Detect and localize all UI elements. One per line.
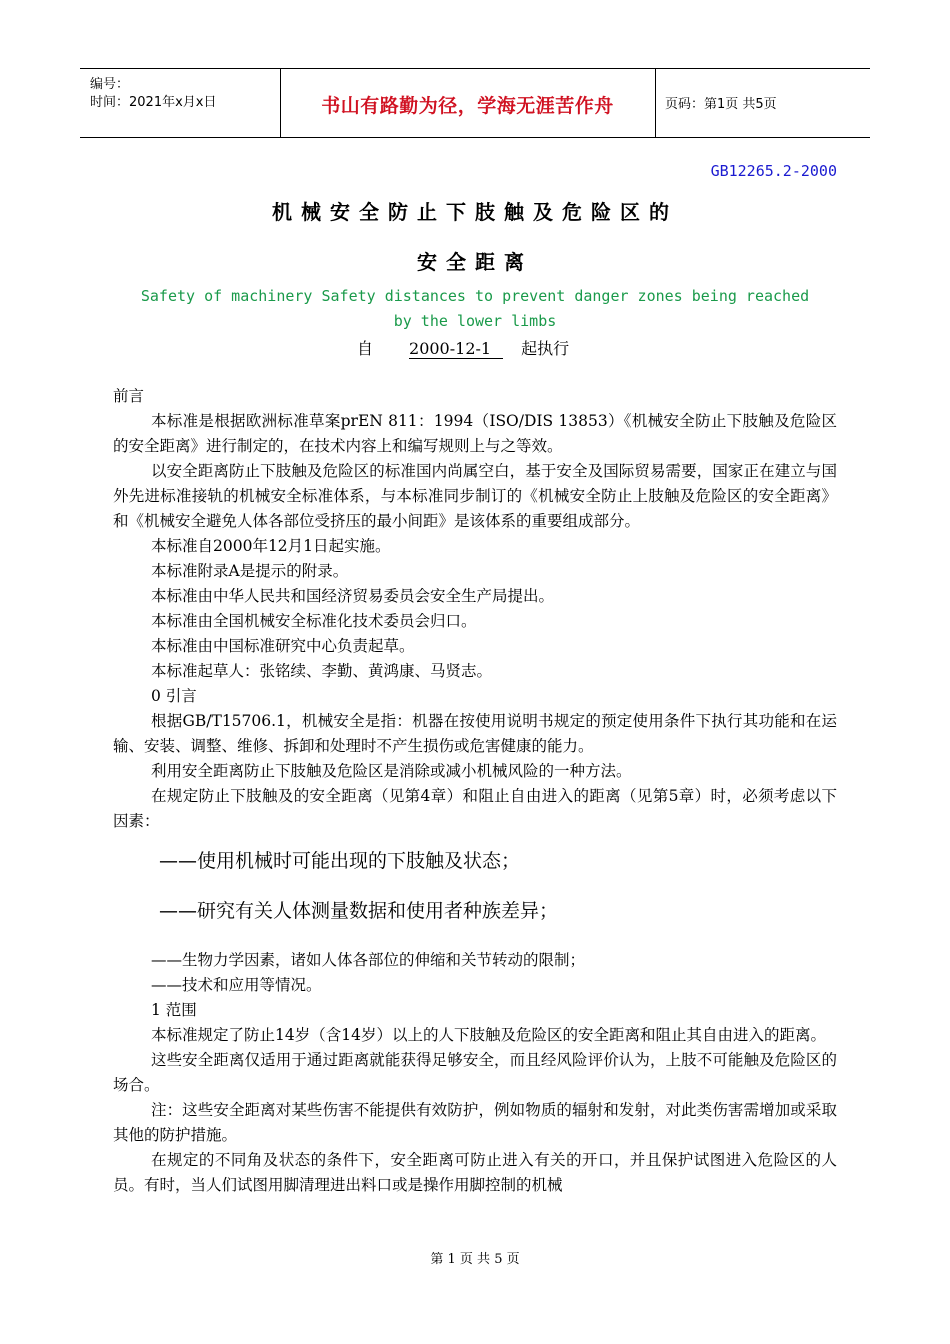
note-paragraph: 注：这些安全距离对某些伤害不能提供有效防护，例如物质的辐射和发射，对此类伤害需增加或采取其他的防护措施。 xyxy=(113,1101,837,1144)
paragraph: 本标准由全国机械安全标准化技术委员会归口。 xyxy=(151,612,477,630)
section-heading-scope: 1 范围 xyxy=(151,1001,197,1019)
date-prefix: 自 xyxy=(357,339,374,358)
list-item: ——生物力学因素，诸如人体各部位的伸缩和关节转动的限制； xyxy=(151,951,586,969)
header-table xyxy=(80,68,870,138)
paragraph: 本标准附录A是提示的附录。 xyxy=(151,562,349,580)
english-title-line-2: by the lower limbs xyxy=(393,312,557,330)
header-motto-cell xyxy=(280,69,656,137)
list-item-large: ——研究有关人体测量数据和使用者种族差异； xyxy=(159,900,559,922)
paragraph: 在规定的不同角及状态的条件下，安全距离可防止进入有关的开口，并且保护试图进入危险区的人员。有时，当人们试图用脚清理进出料口或是操作用脚控制的机械 xyxy=(113,1151,837,1194)
paragraph: 本标准由中国标准研究中心负责起草。 xyxy=(151,637,415,655)
title-line-1: 机械安全防止下肢触及危险区的 xyxy=(272,200,678,224)
header-page-cell xyxy=(655,69,870,137)
effective-date-line xyxy=(357,336,569,359)
header-meta-cell xyxy=(80,69,281,137)
paragraph: 本标准由中华人民共和国经济贸易委员会安全生产局提出。 xyxy=(151,587,555,605)
document-body xyxy=(113,384,837,1198)
paragraph: 这些安全距离仅适用于通过距离就能获得足够安全，而且经风险评价认为，上肢不可能触及危险区的场合。 xyxy=(113,1051,837,1094)
motto: 书山有路勤为径，学海无涯苦作舟 xyxy=(321,95,614,117)
section-heading-introduction: 0 引言 xyxy=(151,687,197,705)
paragraph: 本标准自2000年12月1日起实施。 xyxy=(151,537,391,555)
list-item-large: ——使用机械时可能出现的下肢触及状态； xyxy=(159,850,521,872)
date-suffix: 起执行 xyxy=(521,339,570,358)
paragraph: 本标准规定了防止14岁（含14岁）以上的人下肢触及危险区的安全距离和阻止其自由进入的距离。 xyxy=(151,1026,826,1044)
paragraph: 本标准起草人：张铭续、李勤、黄鸿康、马贤志。 xyxy=(151,662,493,680)
paragraph: 利用安全距离防止下肢触及危险区是消除或减小机械风险的一种方法。 xyxy=(151,762,632,780)
list-item: ——技术和应用等情况。 xyxy=(151,976,322,994)
effective-date: 2000-12-1 xyxy=(409,339,503,359)
section-heading-foreword: 前言 xyxy=(113,387,145,405)
paragraph: 根据GB/T15706.1，机械安全是指：机器在按使用说明书规定的预定使用条件下执行其功能和在运输、安装、调整、维修、拆卸和处理时不产生损伤或危害健康的能力。 xyxy=(113,712,837,755)
paragraph: 以安全距离防止下肢触及危险区的标准国内尚属空白，基于安全及国际贸易需要，国家正在建立与国外先进标准接轨的机械安全标准体系，与本标准同步制订的《机械安全防止上肢触及危险区的安全距离》和《机械安全避免人体各部位受挤压的最小间距》是该体系的重要组成部分。 xyxy=(113,462,837,530)
english-title-line-1: Safety of machinery Safety distances to prevent danger zones being reached xyxy=(140,287,810,305)
page-info: 页码：第1页 共5页 xyxy=(665,97,777,112)
title-line-2: 安全距离 xyxy=(417,250,533,274)
document-time-label: 时间：2021年x月x日 xyxy=(90,95,217,110)
paragraph: 在规定防止下肢触及的安全距离（见第4章）和阻止自由进入的距离（见第5章）时，必须考虑以下因素： xyxy=(113,787,837,830)
paragraph: 本标准是根据欧洲标准草案prEN 811：1994（ISO/DIS 13853）《机械安全防止下肢触及危险区的安全距离》进行制定的，在技术内容上和编写规则上与之等效。 xyxy=(113,412,837,455)
document-number-label: 编号： xyxy=(90,77,130,92)
standard-number: GB12265.2-2000 xyxy=(710,162,837,180)
page-footer: 第 1 页 共 5 页 xyxy=(430,1252,520,1267)
